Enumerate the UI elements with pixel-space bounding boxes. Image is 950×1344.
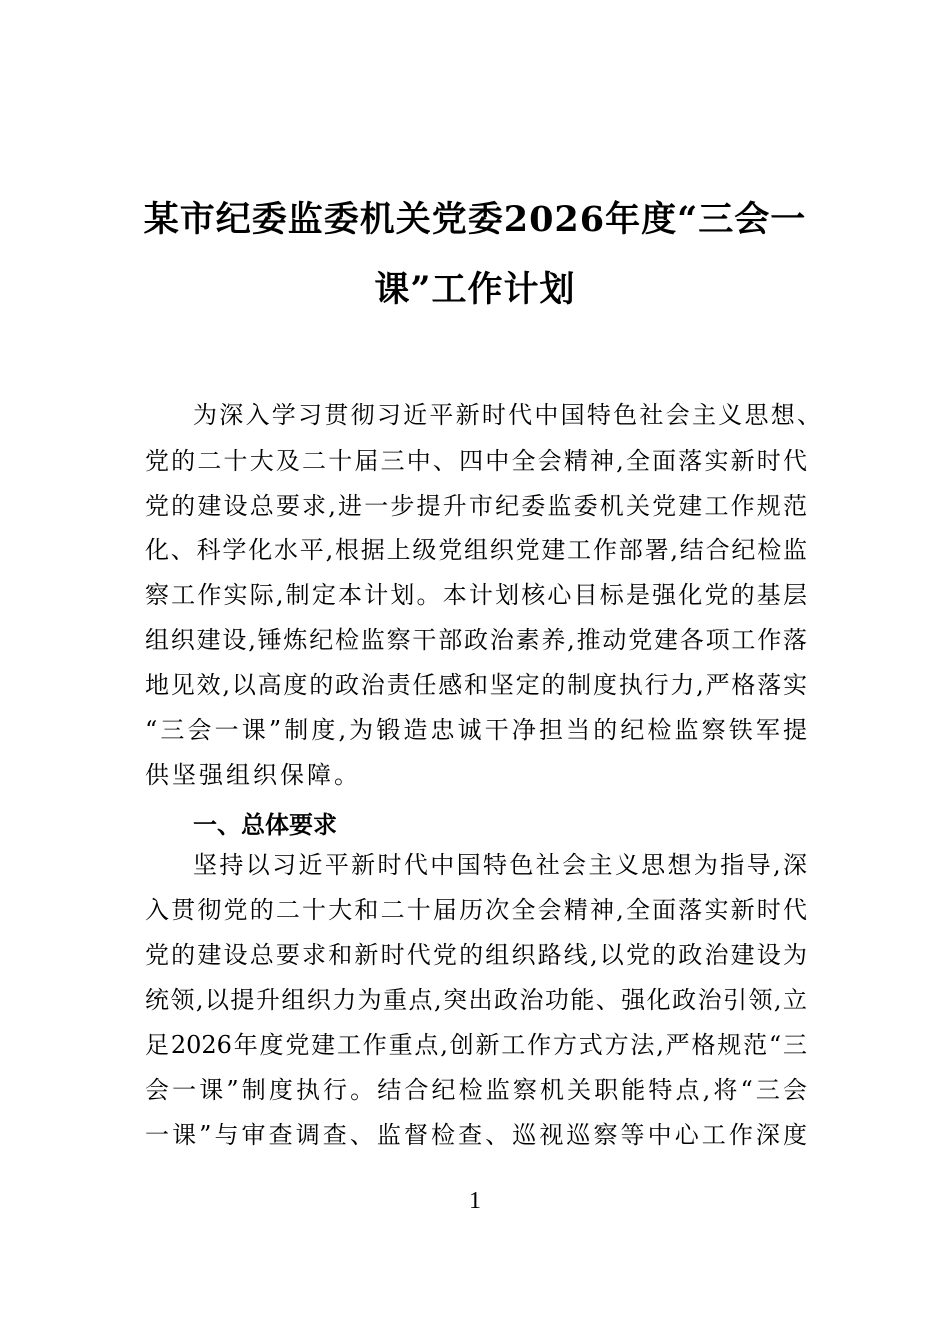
page-number: 1 bbox=[469, 1188, 481, 1214]
document-title-line-2: 课”工作计划 bbox=[374, 269, 576, 310]
text-line: 组织建设,锤炼纪检监察干部政治素养,推动党建各项工作落 bbox=[145, 626, 807, 654]
text-line: “三会一课”制度,为锻造忠诚干净担当的纪检监察铁军提 bbox=[145, 716, 807, 744]
text-line: 足2026年度党建工作重点,创新工作方式方法,严格规范“三 bbox=[145, 1031, 807, 1059]
text-line: 一课”与审查调查、监督检查、巡视巡察等中心工作深度 bbox=[145, 1121, 807, 1149]
text-line: 会一课”制度执行。结合纪检监察机关职能特点,将“三会 bbox=[145, 1076, 807, 1104]
text-line: 坚持以习近平新时代中国特色社会主义思想为指导,深 bbox=[193, 851, 807, 879]
text-line: 察工作实际,制定本计划。本计划核心目标是强化党的基层 bbox=[145, 581, 807, 609]
text-line: 党的二十大及二十届三中、四中全会精神,全面落实新时代 bbox=[145, 447, 807, 475]
section-heading: 一、总体要求 bbox=[193, 811, 337, 839]
document-title-line-1: 某市纪委监委机关党委2026年度“三会一 bbox=[143, 199, 807, 240]
text-line: 党的建设总要求和新时代党的组织路线,以党的政治建设为 bbox=[145, 941, 807, 969]
text-line: 统领,以提升组织力为重点,突出政治功能、强化政治引领,立 bbox=[145, 986, 807, 1014]
text-line: 供坚强组织保障。 bbox=[145, 761, 361, 789]
text-line: 为深入学习贯彻习近平新时代中国特色社会主义思想、 bbox=[193, 401, 821, 429]
text-line: 入贯彻党的二十大和二十届历次全会精神,全面落实新时代 bbox=[145, 896, 807, 924]
text-line: 化、科学化水平,根据上级党组织党建工作部署,结合纪检监 bbox=[145, 536, 807, 564]
text-line: 地见效,以高度的政治责任感和坚定的制度执行力,严格落实 bbox=[145, 671, 807, 699]
text-line: 党的建设总要求,进一步提升市纪委监委机关党建工作规范 bbox=[145, 492, 807, 520]
